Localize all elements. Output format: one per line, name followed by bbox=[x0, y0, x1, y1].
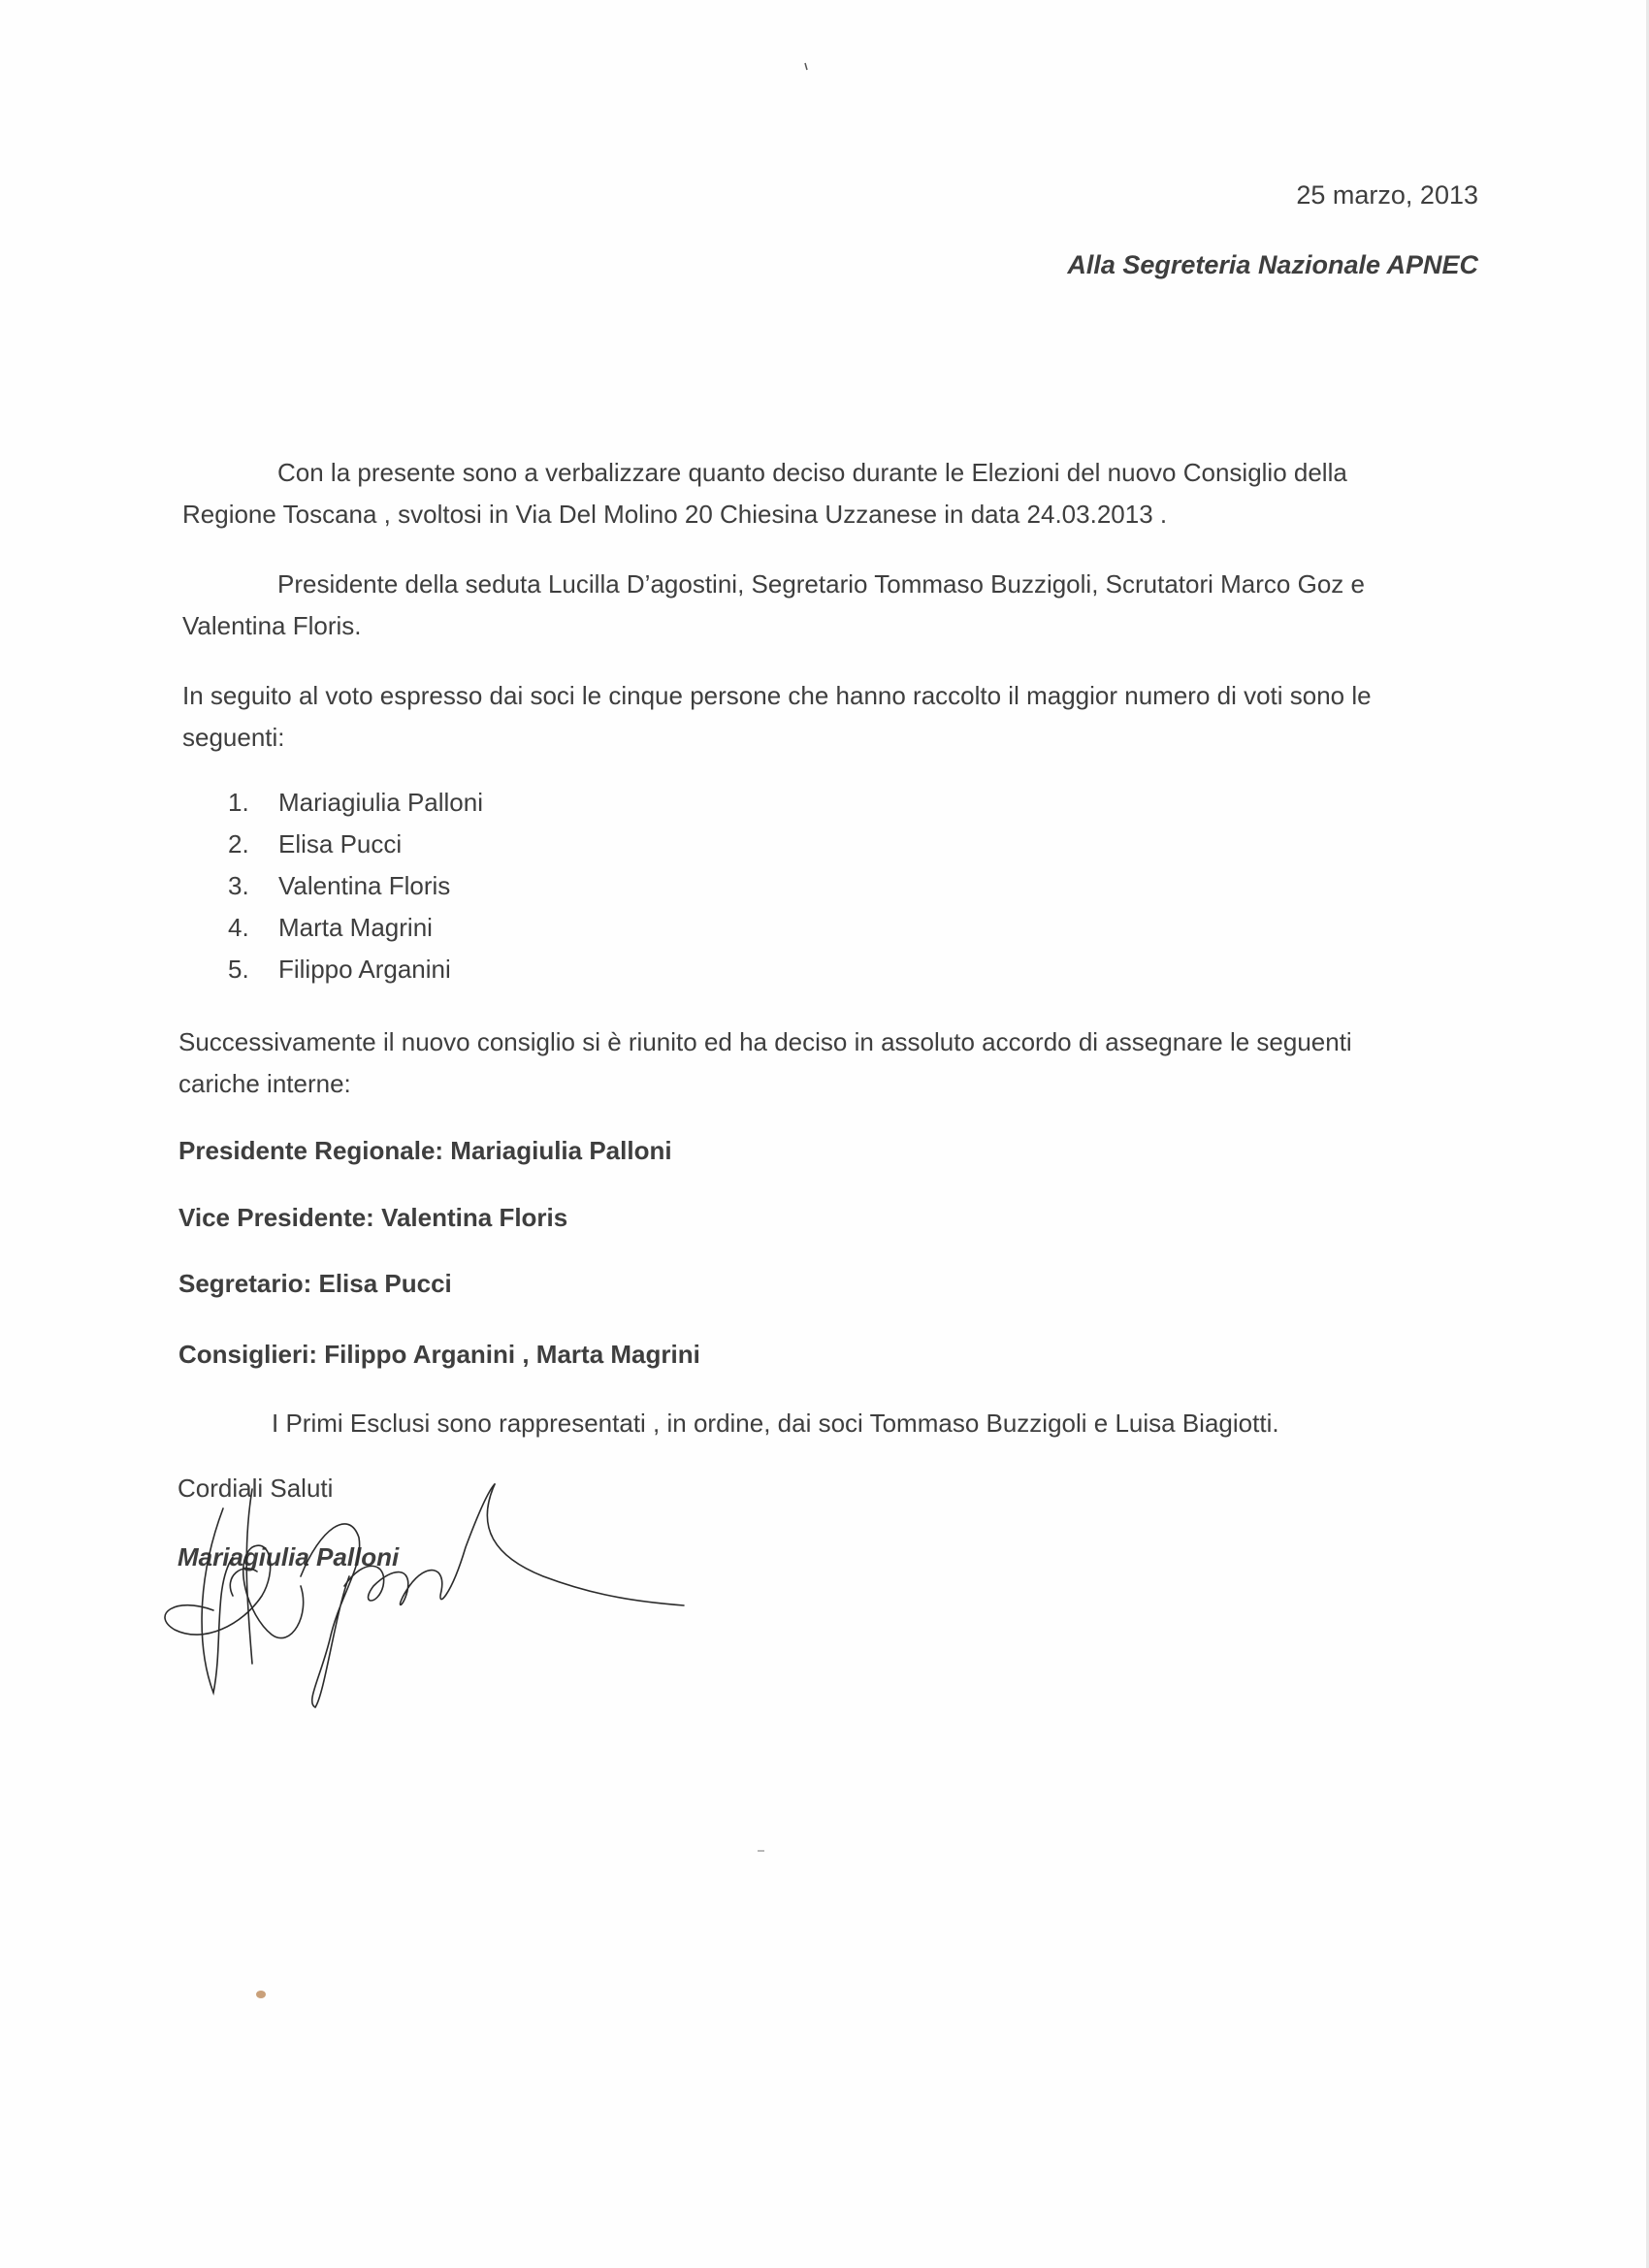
decision-line-2: cariche interne: bbox=[178, 1069, 351, 1098]
letter-date: 25 marzo, 2013 bbox=[1296, 180, 1478, 210]
scan-speck bbox=[757, 1848, 766, 1854]
decision-line-1: Successivamente il nuovo consiglio si è riunito ed ha deciso in assoluto accordo di assegnare le seguenti bbox=[178, 1027, 1352, 1056]
list-item-number: 5. bbox=[228, 955, 249, 984]
list-item-name: Filippo Arganini bbox=[278, 955, 451, 984]
list-item-name: Elisa Pucci bbox=[278, 829, 403, 859]
scan-speck bbox=[803, 62, 809, 72]
list-item-number: 1. bbox=[228, 788, 249, 817]
list-item bbox=[228, 782, 483, 824]
elected-members-list bbox=[228, 782, 483, 990]
letter-recipient: Alla Segreteria Nazionale APNEC bbox=[1067, 250, 1478, 279]
closing-salutation: Cordiali Saluti bbox=[178, 1474, 334, 1503]
intro-line-2: Regione Toscana , svoltosi in Via Del Molino 20 Chiesina Uzzanese in data 24.03.2013 . bbox=[182, 500, 1168, 529]
first-excluded-paragraph: I Primi Esclusi sono rappresentati , in ordine, dai soci Tommaso Buzzigoli e Luisa Biagiotti. bbox=[272, 1409, 1279, 1438]
list-item bbox=[228, 949, 483, 990]
list-item-number: 2. bbox=[228, 829, 249, 859]
intro-paragraph bbox=[182, 452, 1347, 535]
role-vice-president: Vice Presidente: Valentina Floris bbox=[178, 1203, 568, 1232]
council-decision-paragraph bbox=[178, 1021, 1352, 1105]
list-item-name: Valentina Floris bbox=[278, 871, 451, 900]
list-item-name: Mariagiulia Palloni bbox=[278, 788, 483, 817]
scan-speck bbox=[254, 1989, 268, 2000]
list-item bbox=[228, 865, 483, 907]
list-item-name: Marta Magrini bbox=[278, 913, 433, 942]
vote-result-paragraph bbox=[182, 675, 1372, 759]
vote-line-2: seguenti: bbox=[182, 723, 285, 752]
vote-line-1: In seguito al voto espresso dai soci le cinque persone che hanno raccolto il maggior numero di voti sono le bbox=[182, 681, 1372, 710]
intro-line-1: Con la presente sono a verbalizzare quanto deciso durante le Elezioni del nuovo Consiglio della bbox=[277, 458, 1347, 487]
session-officers-paragraph bbox=[182, 564, 1365, 647]
list-item-number: 4. bbox=[228, 913, 249, 942]
signer-name: Mariagiulia Palloni bbox=[178, 1542, 400, 1571]
session-line-1: Presidente della seduta Lucilla D’agostini, Segretario Tommaso Buzzigoli, Scrutatori Marco Goz e bbox=[277, 569, 1365, 599]
list-item bbox=[228, 907, 483, 949]
list-item-number: 3. bbox=[228, 871, 249, 900]
handwritten-signature bbox=[155, 1470, 698, 1712]
role-regional-president: Presidente Regionale: Mariagiulia Palloni bbox=[178, 1136, 672, 1165]
role-secretary: Segretario: Elisa Pucci bbox=[178, 1269, 452, 1298]
role-councillors: Consiglieri: Filippo Arganini , Marta Magrini bbox=[178, 1340, 700, 1369]
session-line-2: Valentina Floris. bbox=[182, 611, 362, 640]
list-item bbox=[228, 824, 483, 865]
